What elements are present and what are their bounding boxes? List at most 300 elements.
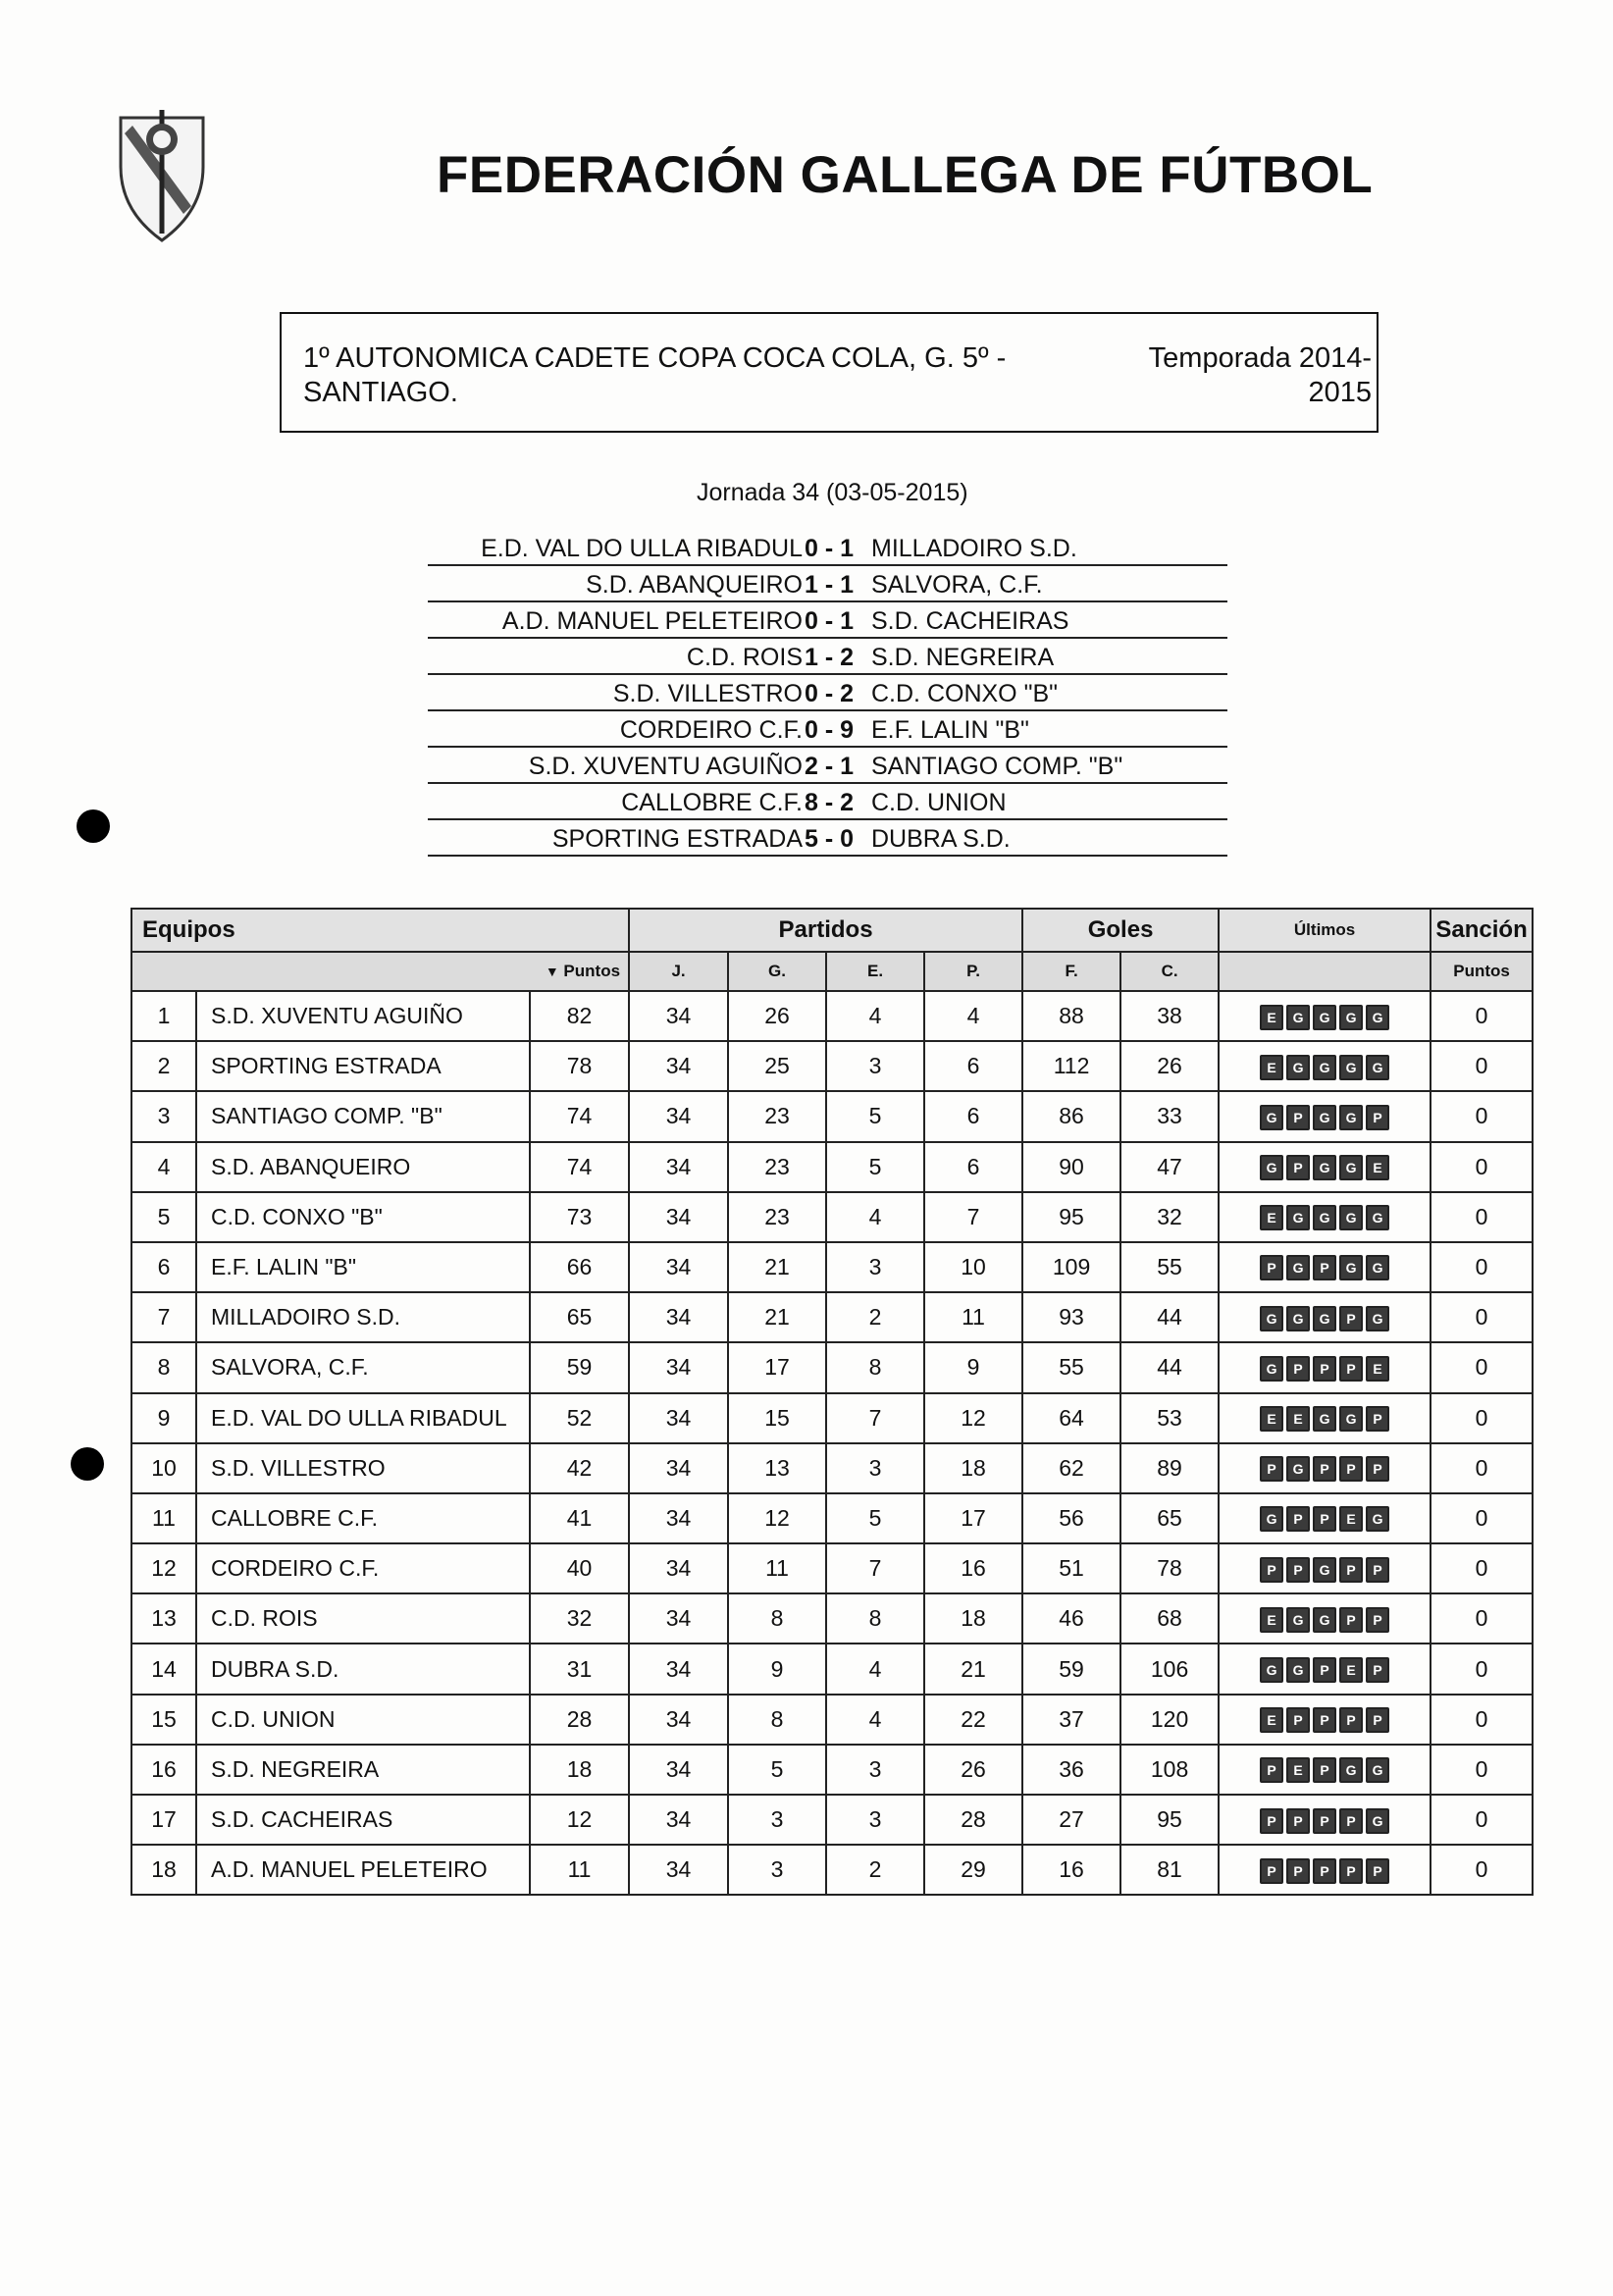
form-badge: P bbox=[1339, 1707, 1363, 1733]
page-title: FEDERACIÓN GALLEGA DE FÚTBOL bbox=[437, 146, 1374, 204]
team-name-cell: E.D. VAL DO ULLA RIBADUL bbox=[196, 1393, 530, 1443]
position-cell: 2 bbox=[131, 1041, 196, 1091]
form-badge: G bbox=[1366, 1506, 1389, 1532]
federation-crest-logo bbox=[113, 108, 211, 245]
form-badge: G bbox=[1339, 1155, 1363, 1180]
result-row bbox=[428, 566, 1227, 602]
team-name-cell: S.D. XUVENTU AGUIÑO bbox=[196, 991, 530, 1041]
result-score: 0 - 1 bbox=[804, 535, 855, 562]
points-cell: 59 bbox=[530, 1342, 629, 1392]
form-badges bbox=[1260, 1055, 1389, 1080]
sanction-cell: 0 bbox=[1431, 1091, 1533, 1141]
form-badge: E bbox=[1260, 1607, 1283, 1633]
goals-against-cell: 89 bbox=[1120, 1443, 1219, 1493]
result-row bbox=[428, 602, 1227, 639]
form-badge: P bbox=[1366, 1707, 1389, 1733]
played-cell: 34 bbox=[629, 1745, 728, 1795]
won-cell: 15 bbox=[728, 1393, 826, 1443]
binder-hole-bottom bbox=[71, 1447, 104, 1481]
drawn-cell: 2 bbox=[826, 1845, 924, 1895]
form-badge: P bbox=[1313, 1657, 1336, 1683]
sanction-cell: 0 bbox=[1431, 1342, 1533, 1392]
goals-against-cell: 120 bbox=[1120, 1695, 1219, 1745]
last-results-cell bbox=[1219, 1342, 1431, 1392]
form-badge: P bbox=[1366, 1657, 1389, 1683]
played-cell: 34 bbox=[629, 1493, 728, 1543]
played-cell: 34 bbox=[629, 1091, 728, 1141]
form-badges bbox=[1260, 1757, 1389, 1783]
drawn-cell: 4 bbox=[826, 1695, 924, 1745]
lost-cell: 17 bbox=[924, 1493, 1022, 1543]
points-column-header[interactable]: ▼ Puntos bbox=[131, 952, 629, 991]
form-badge: G bbox=[1339, 1255, 1363, 1280]
form-badge: G bbox=[1260, 1356, 1283, 1382]
played-cell: 34 bbox=[629, 1041, 728, 1091]
goals-against-cell: 47 bbox=[1120, 1142, 1219, 1192]
sanction-points-column-header[interactable]: Puntos bbox=[1431, 952, 1533, 991]
goals-for-cell: 46 bbox=[1022, 1593, 1120, 1644]
goals-for-cell: 16 bbox=[1022, 1845, 1120, 1895]
form-badge: G bbox=[1286, 1657, 1310, 1683]
last-results-cell bbox=[1219, 1795, 1431, 1845]
won-cell: 17 bbox=[728, 1342, 826, 1392]
form-badge: E bbox=[1286, 1406, 1310, 1432]
goals-for-cell: 27 bbox=[1022, 1795, 1120, 1845]
table-row bbox=[131, 1795, 1533, 1845]
sanction-cell: 0 bbox=[1431, 1593, 1533, 1644]
form-badge: G bbox=[1339, 1757, 1363, 1783]
points-cell: 12 bbox=[530, 1795, 629, 1845]
form-badge: P bbox=[1313, 1808, 1336, 1834]
table-row bbox=[131, 1142, 1533, 1192]
goals-for-cell: 62 bbox=[1022, 1443, 1120, 1493]
form-badges bbox=[1260, 1808, 1389, 1834]
form-badge: E bbox=[1286, 1757, 1310, 1783]
sanction-cell: 0 bbox=[1431, 1393, 1533, 1443]
sanction-cell: 0 bbox=[1431, 1644, 1533, 1694]
form-badges bbox=[1260, 1858, 1389, 1884]
position-cell: 16 bbox=[131, 1745, 196, 1795]
form-badge: P bbox=[1366, 1607, 1389, 1633]
table-row bbox=[131, 1493, 1533, 1543]
played-cell: 34 bbox=[629, 1342, 728, 1392]
won-cell: 23 bbox=[728, 1192, 826, 1242]
sanction-cell: 0 bbox=[1431, 1292, 1533, 1342]
form-badge: P bbox=[1313, 1255, 1336, 1280]
last-results-cell bbox=[1219, 1041, 1431, 1091]
form-badge: G bbox=[1339, 1406, 1363, 1432]
points-cell: 41 bbox=[530, 1493, 629, 1543]
won-cell: 8 bbox=[728, 1593, 826, 1644]
points-cell: 66 bbox=[530, 1242, 629, 1292]
position-cell: 11 bbox=[131, 1493, 196, 1543]
team-name-cell: S.D. ABANQUEIRO bbox=[196, 1142, 530, 1192]
won-cell: 21 bbox=[728, 1242, 826, 1292]
position-cell: 6 bbox=[131, 1242, 196, 1292]
form-badge: P bbox=[1366, 1406, 1389, 1432]
drawn-cell: 4 bbox=[826, 1644, 924, 1694]
team-name-cell: S.D. CACHEIRAS bbox=[196, 1795, 530, 1845]
form-badge: G bbox=[1286, 1607, 1310, 1633]
form-badge: G bbox=[1260, 1506, 1283, 1532]
form-badge: G bbox=[1313, 1105, 1336, 1130]
form-badge: P bbox=[1260, 1255, 1283, 1280]
form-badge: P bbox=[1286, 1155, 1310, 1180]
lost-cell: 16 bbox=[924, 1543, 1022, 1593]
lost-cell: 28 bbox=[924, 1795, 1022, 1845]
won-cell: 5 bbox=[728, 1745, 826, 1795]
last-results-cell bbox=[1219, 1242, 1431, 1292]
points-cell: 65 bbox=[530, 1292, 629, 1342]
result-home-team: CALLOBRE C.F. bbox=[621, 789, 803, 816]
goals-for-cell: 86 bbox=[1022, 1091, 1120, 1141]
result-away-team: S.D. NEGREIRA bbox=[871, 644, 1055, 671]
played-cell: 34 bbox=[629, 1242, 728, 1292]
table-row bbox=[131, 991, 1533, 1041]
position-cell: 4 bbox=[131, 1142, 196, 1192]
points-cell: 40 bbox=[530, 1543, 629, 1593]
sanction-cell: 0 bbox=[1431, 1543, 1533, 1593]
points-cell: 78 bbox=[530, 1041, 629, 1091]
result-away-team: SALVORA, C.F. bbox=[871, 571, 1043, 599]
result-away-team: E.F. LALIN "B" bbox=[871, 716, 1029, 744]
lost-cell: 9 bbox=[924, 1342, 1022, 1392]
form-badge: E bbox=[1260, 1055, 1283, 1080]
played-cell: 34 bbox=[629, 1795, 728, 1845]
last-results-cell bbox=[1219, 1393, 1431, 1443]
team-name-cell: S.D. VILLESTRO bbox=[196, 1443, 530, 1493]
form-badge: G bbox=[1286, 1005, 1310, 1030]
last-results-cell bbox=[1219, 1745, 1431, 1795]
won-cell: 26 bbox=[728, 991, 826, 1041]
lost-cell: 6 bbox=[924, 1091, 1022, 1141]
form-badge: G bbox=[1313, 1406, 1336, 1432]
drawn-cell: 3 bbox=[826, 1795, 924, 1845]
competition-name: 1º AUTONOMICA CADETE COPA COCA COLA, G. 5º - SANTIAGO. bbox=[303, 342, 1007, 408]
form-badge: E bbox=[1366, 1155, 1389, 1180]
form-badges bbox=[1260, 1557, 1389, 1583]
lost-cell: 11 bbox=[924, 1292, 1022, 1342]
result-row bbox=[428, 711, 1227, 748]
form-badge: G bbox=[1313, 1306, 1336, 1331]
team-name-cell: CALLOBRE C.F. bbox=[196, 1493, 530, 1543]
standings-column-header-row bbox=[131, 952, 1533, 991]
result-row bbox=[428, 748, 1227, 784]
drawn-cell: 5 bbox=[826, 1493, 924, 1543]
points-cell: 31 bbox=[530, 1644, 629, 1694]
goals-against-cell: 95 bbox=[1120, 1795, 1219, 1845]
form-badges bbox=[1260, 1306, 1389, 1331]
played-cell: 34 bbox=[629, 1443, 728, 1493]
form-badge: G bbox=[1366, 1205, 1389, 1230]
position-cell: 3 bbox=[131, 1091, 196, 1141]
goals-for-cell: 59 bbox=[1022, 1644, 1120, 1694]
lost-cell: 7 bbox=[924, 1192, 1022, 1242]
form-badge: G bbox=[1286, 1055, 1310, 1080]
result-away-team: C.D. CONXO "B" bbox=[871, 680, 1058, 707]
table-row bbox=[131, 1292, 1533, 1342]
standings-group-header-row bbox=[131, 909, 1533, 952]
sanction-cell: 0 bbox=[1431, 1795, 1533, 1845]
result-away-team: MILLADOIRO S.D. bbox=[871, 535, 1077, 562]
lost-cell: 22 bbox=[924, 1695, 1022, 1745]
last-results-cell bbox=[1219, 1142, 1431, 1192]
team-name-cell: CORDEIRO C.F. bbox=[196, 1543, 530, 1593]
form-badge: G bbox=[1366, 1306, 1389, 1331]
form-badges bbox=[1260, 1456, 1389, 1482]
last-results-header: Últimos bbox=[1219, 909, 1431, 952]
round-results-list bbox=[428, 530, 1227, 857]
result-row bbox=[428, 820, 1227, 857]
form-badge: G bbox=[1339, 1055, 1363, 1080]
goals-for-cell: 95 bbox=[1022, 1192, 1120, 1242]
played-column-header[interactable]: J. bbox=[629, 952, 728, 991]
drawn-cell: 4 bbox=[826, 1192, 924, 1242]
lost-cell: 18 bbox=[924, 1593, 1022, 1644]
drawn-cell: 7 bbox=[826, 1393, 924, 1443]
result-row bbox=[428, 639, 1227, 675]
drawn-cell: 7 bbox=[826, 1543, 924, 1593]
goals-against-cell: 26 bbox=[1120, 1041, 1219, 1091]
played-cell: 34 bbox=[629, 1845, 728, 1895]
form-badges bbox=[1260, 1155, 1389, 1180]
table-row bbox=[131, 1192, 1533, 1242]
goals-for-cell: 88 bbox=[1022, 991, 1120, 1041]
drawn-cell: 3 bbox=[826, 1443, 924, 1493]
form-badge: P bbox=[1286, 1105, 1310, 1130]
form-badge: E bbox=[1260, 1707, 1283, 1733]
result-away-team: SANTIAGO COMP. "B" bbox=[871, 753, 1123, 780]
form-badge: G bbox=[1339, 1205, 1363, 1230]
points-cell: 82 bbox=[530, 991, 629, 1041]
competition-box bbox=[280, 312, 1379, 433]
won-cell: 3 bbox=[728, 1845, 826, 1895]
goals-against-cell: 78 bbox=[1120, 1543, 1219, 1593]
teams-group-header: Equipos bbox=[131, 909, 629, 952]
sanction-cell: 0 bbox=[1431, 1745, 1533, 1795]
goals-for-cell: 56 bbox=[1022, 1493, 1120, 1543]
points-cell: 11 bbox=[530, 1845, 629, 1895]
goals-for-cell: 55 bbox=[1022, 1342, 1120, 1392]
form-badge: G bbox=[1313, 1205, 1336, 1230]
last-results-cell bbox=[1219, 1845, 1431, 1895]
form-badge: P bbox=[1366, 1858, 1389, 1884]
form-badge: G bbox=[1313, 1557, 1336, 1583]
form-badges bbox=[1260, 1255, 1389, 1280]
form-badge: P bbox=[1366, 1105, 1389, 1130]
position-cell: 10 bbox=[131, 1443, 196, 1493]
played-cell: 34 bbox=[629, 1292, 728, 1342]
position-cell: 1 bbox=[131, 991, 196, 1041]
form-badge: P bbox=[1339, 1356, 1363, 1382]
form-badges bbox=[1260, 1657, 1389, 1683]
form-badge: G bbox=[1286, 1205, 1310, 1230]
goals-for-cell: 36 bbox=[1022, 1745, 1120, 1795]
points-cell: 74 bbox=[530, 1142, 629, 1192]
goals-against-cell: 108 bbox=[1120, 1745, 1219, 1795]
lost-cell: 12 bbox=[924, 1393, 1022, 1443]
last-results-cell bbox=[1219, 991, 1431, 1041]
goals-for-cell: 51 bbox=[1022, 1543, 1120, 1593]
played-cell: 34 bbox=[629, 1644, 728, 1694]
goals-against-cell: 38 bbox=[1120, 991, 1219, 1041]
form-badge: P bbox=[1313, 1456, 1336, 1482]
position-cell: 15 bbox=[131, 1695, 196, 1745]
drawn-cell: 4 bbox=[826, 991, 924, 1041]
form-badge: P bbox=[1286, 1707, 1310, 1733]
goals-for-cell: 112 bbox=[1022, 1041, 1120, 1091]
team-name-cell: C.D. UNION bbox=[196, 1695, 530, 1745]
goals-against-cell: 81 bbox=[1120, 1845, 1219, 1895]
position-cell: 13 bbox=[131, 1593, 196, 1644]
table-row bbox=[131, 1342, 1533, 1392]
points-cell: 28 bbox=[530, 1695, 629, 1745]
goals-group-header: Goles bbox=[1022, 909, 1219, 952]
form-badge: P bbox=[1339, 1456, 1363, 1482]
result-home-team: CORDEIRO C.F. bbox=[619, 716, 803, 744]
form-badge: G bbox=[1313, 1155, 1336, 1180]
last-results-cell bbox=[1219, 1443, 1431, 1493]
goals-against-cell: 55 bbox=[1120, 1242, 1219, 1292]
lost-cell: 26 bbox=[924, 1745, 1022, 1795]
form-badges bbox=[1260, 1406, 1389, 1432]
form-badge: P bbox=[1313, 1356, 1336, 1382]
played-cell: 34 bbox=[629, 1543, 728, 1593]
won-cell: 25 bbox=[728, 1041, 826, 1091]
form-badge: G bbox=[1260, 1105, 1283, 1130]
goals-against-cell: 68 bbox=[1120, 1593, 1219, 1644]
form-badge: E bbox=[1339, 1506, 1363, 1532]
points-cell: 52 bbox=[530, 1393, 629, 1443]
goals-against-cell: 65 bbox=[1120, 1493, 1219, 1543]
goals-against-cell: 33 bbox=[1120, 1091, 1219, 1141]
last-results-cell bbox=[1219, 1192, 1431, 1242]
lost-cell: 29 bbox=[924, 1845, 1022, 1895]
result-home-team: E.D. VAL DO ULLA RIBADUL bbox=[481, 535, 803, 562]
team-name-cell: A.D. MANUEL PELETEIRO bbox=[196, 1845, 530, 1895]
form-badge: G bbox=[1366, 1808, 1389, 1834]
form-badge: P bbox=[1260, 1808, 1283, 1834]
table-row bbox=[131, 1091, 1533, 1141]
table-row bbox=[131, 1543, 1533, 1593]
form-badge: G bbox=[1286, 1255, 1310, 1280]
lost-column-header[interactable]: P. bbox=[924, 952, 1022, 991]
team-name-cell: SANTIAGO COMP. "B" bbox=[196, 1091, 530, 1141]
form-badge: P bbox=[1339, 1557, 1363, 1583]
drawn-cell: 3 bbox=[826, 1745, 924, 1795]
table-row bbox=[131, 1242, 1533, 1292]
last-results-cell bbox=[1219, 1593, 1431, 1644]
table-row bbox=[131, 1644, 1533, 1694]
lost-cell: 6 bbox=[924, 1142, 1022, 1192]
last-results-cell bbox=[1219, 1695, 1431, 1745]
sanction-cell: 0 bbox=[1431, 1142, 1533, 1192]
form-badge: E bbox=[1366, 1356, 1389, 1382]
goals-against-cell: 53 bbox=[1120, 1393, 1219, 1443]
lost-cell: 21 bbox=[924, 1644, 1022, 1694]
points-cell: 74 bbox=[530, 1091, 629, 1141]
result-home-team: SPORTING ESTRADA bbox=[551, 825, 803, 853]
points-cell: 18 bbox=[530, 1745, 629, 1795]
form-badge: G bbox=[1366, 1255, 1389, 1280]
form-badge: P bbox=[1286, 1858, 1310, 1884]
result-home-team: S.D. ABANQUEIRO bbox=[586, 571, 803, 599]
sanction-cell: 0 bbox=[1431, 1845, 1533, 1895]
drawn-column-header[interactable]: E. bbox=[826, 952, 924, 991]
goals-against-cell: 44 bbox=[1120, 1342, 1219, 1392]
form-badge: G bbox=[1286, 1456, 1310, 1482]
points-cell: 73 bbox=[530, 1192, 629, 1242]
form-badges bbox=[1260, 1607, 1389, 1633]
team-name-cell: DUBRA S.D. bbox=[196, 1644, 530, 1694]
season-label: Temporada 2014-2015 bbox=[1148, 342, 1372, 408]
form-badge: P bbox=[1313, 1757, 1336, 1783]
table-row bbox=[131, 1393, 1533, 1443]
form-badge: P bbox=[1339, 1808, 1363, 1834]
form-badge: P bbox=[1286, 1808, 1310, 1834]
last-results-cell bbox=[1219, 1493, 1431, 1543]
form-badge: E bbox=[1260, 1205, 1283, 1230]
points-cell: 32 bbox=[530, 1593, 629, 1644]
form-badge: P bbox=[1260, 1757, 1283, 1783]
sanction-cell: 0 bbox=[1431, 1242, 1533, 1292]
won-cell: 13 bbox=[728, 1443, 826, 1493]
form-badge: G bbox=[1313, 1607, 1336, 1633]
last-results-cell bbox=[1219, 1543, 1431, 1593]
table-row bbox=[131, 1745, 1533, 1795]
sanction-cell: 0 bbox=[1431, 991, 1533, 1041]
sanction-group-header: Sanción bbox=[1431, 909, 1533, 952]
form-badges bbox=[1260, 1707, 1389, 1733]
form-badge: G bbox=[1260, 1306, 1283, 1331]
round-label: Jornada 34 (03-05-2015) bbox=[697, 479, 968, 506]
matches-group-header: Partidos bbox=[629, 909, 1022, 952]
last-results-column-header bbox=[1219, 952, 1431, 991]
sanction-cell: 0 bbox=[1431, 1041, 1533, 1091]
won-cell: 21 bbox=[728, 1292, 826, 1342]
last-results-cell bbox=[1219, 1644, 1431, 1694]
form-badge: E bbox=[1339, 1657, 1363, 1683]
played-cell: 34 bbox=[629, 1695, 728, 1745]
goals-against-column-header[interactable]: C. bbox=[1120, 952, 1219, 991]
last-results-cell bbox=[1219, 1292, 1431, 1342]
won-column-header[interactable]: G. bbox=[728, 952, 826, 991]
team-name-cell: C.D. CONXO "B" bbox=[196, 1192, 530, 1242]
team-name-cell: S.D. NEGREIRA bbox=[196, 1745, 530, 1795]
goals-for-cell: 37 bbox=[1022, 1695, 1120, 1745]
result-home-team: A.D. MANUEL PELETEIRO bbox=[501, 607, 803, 635]
form-badge: G bbox=[1366, 1757, 1389, 1783]
position-cell: 5 bbox=[131, 1192, 196, 1242]
won-cell: 8 bbox=[728, 1695, 826, 1745]
result-score: 1 - 1 bbox=[804, 571, 855, 599]
won-cell: 23 bbox=[728, 1142, 826, 1192]
won-cell: 12 bbox=[728, 1493, 826, 1543]
result-score: 8 - 2 bbox=[804, 789, 855, 816]
points-cell: 42 bbox=[530, 1443, 629, 1493]
sort-down-icon: ▼ bbox=[545, 964, 559, 979]
result-score: 0 - 2 bbox=[804, 680, 855, 707]
form-badge: G bbox=[1313, 1055, 1336, 1080]
goals-for-cell: 90 bbox=[1022, 1142, 1120, 1192]
drawn-cell: 3 bbox=[826, 1041, 924, 1091]
form-badges bbox=[1260, 1205, 1389, 1230]
form-badge: E bbox=[1260, 1406, 1283, 1432]
form-badge: P bbox=[1339, 1858, 1363, 1884]
goals-for-column-header[interactable]: F. bbox=[1022, 952, 1120, 991]
team-name-cell: C.D. ROIS bbox=[196, 1593, 530, 1644]
sanction-cell: 0 bbox=[1431, 1443, 1533, 1493]
